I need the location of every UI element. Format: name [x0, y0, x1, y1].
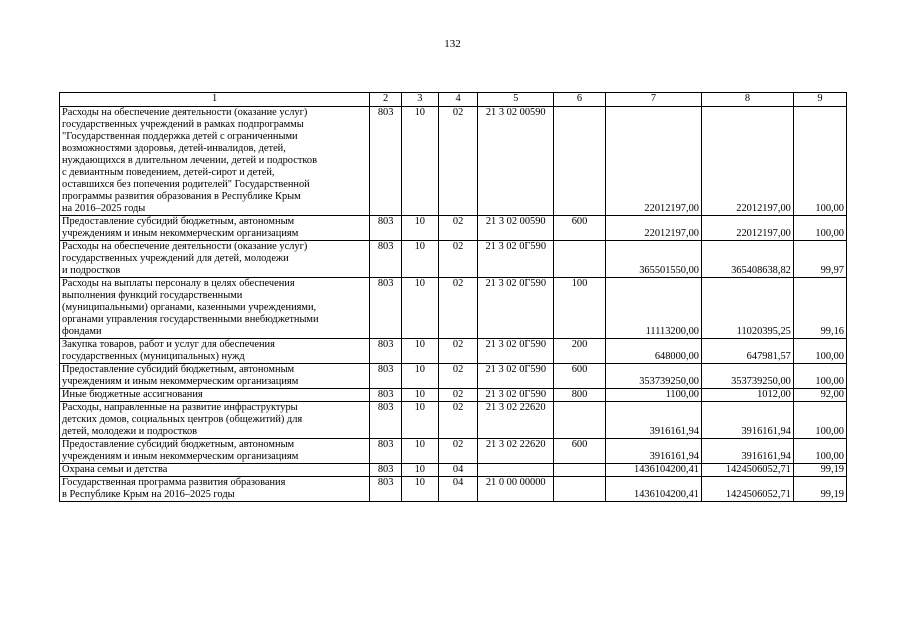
row-name: Закупка товаров, работ и услуг для обеспечения государственных (муниципальных) нужд [60, 339, 370, 364]
executed-amount: 1424506052,71 [701, 464, 793, 477]
row-name: Государственная программа развития образования в Республике Крым на 2016–2025 годы [60, 477, 370, 502]
table-row [60, 477, 847, 502]
planned-amount: 353739250,00 [606, 364, 702, 389]
row-name: Расходы, направленные на развитие инфраструктуры детских домов, социальных центров (общежитий) для детей, молодежи и подростков [60, 402, 370, 439]
section-code: 10 [401, 339, 438, 364]
header-cell: 8 [701, 93, 793, 107]
section-code: 10 [401, 389, 438, 402]
execution-percent: 100,00 [793, 339, 846, 364]
target-article-code [478, 464, 554, 477]
execution-percent: 99,19 [793, 477, 846, 502]
planned-amount: 3916161,94 [606, 402, 702, 439]
header-cell: 4 [438, 93, 478, 107]
subsection-code: 02 [438, 439, 478, 464]
execution-percent: 99,19 [793, 464, 846, 477]
table-row [60, 402, 847, 439]
target-article-code: 21 3 02 00590 [478, 107, 554, 216]
expense-type-code [554, 464, 606, 477]
planned-amount: 1436104200,41 [606, 464, 702, 477]
planned-amount: 22012197,00 [606, 107, 702, 216]
planned-amount: 3916161,94 [606, 439, 702, 464]
subsection-code: 02 [438, 278, 478, 339]
ministry-code: 803 [370, 477, 402, 502]
execution-percent: 92,00 [793, 389, 846, 402]
row-name: Предоставление субсидий бюджетным, автономным учреждениям и иным некоммерческим организациям [60, 439, 370, 464]
ministry-code: 803 [370, 402, 402, 439]
header-cell: 6 [554, 93, 606, 107]
header-cell: 3 [401, 93, 438, 107]
expense-type-code [554, 107, 606, 216]
row-name: Расходы на выплаты персоналу в целях обеспечения выполнения функций государственными (муниципальными) органами, казенными учреждениями, органами управления государственными внебюджетными фондами [60, 278, 370, 339]
execution-percent: 100,00 [793, 364, 846, 389]
execution-percent: 100,00 [793, 402, 846, 439]
ministry-code: 803 [370, 278, 402, 339]
ministry-code: 803 [370, 364, 402, 389]
table-row [60, 389, 847, 402]
header-row [60, 93, 847, 107]
section-code: 10 [401, 477, 438, 502]
target-article-code: 21 3 02 22620 [478, 402, 554, 439]
subsection-code: 02 [438, 402, 478, 439]
section-code: 10 [401, 464, 438, 477]
expense-type-code [554, 402, 606, 439]
table-row [60, 339, 847, 364]
subsection-code: 04 [438, 477, 478, 502]
target-article-code: 21 3 02 22620 [478, 439, 554, 464]
executed-amount: 647981,57 [701, 339, 793, 364]
table-row [60, 464, 847, 477]
subsection-code: 02 [438, 364, 478, 389]
expense-type-code: 600 [554, 439, 606, 464]
header-cell: 1 [60, 93, 370, 107]
executed-amount: 1424506052,71 [701, 477, 793, 502]
section-code: 10 [401, 216, 438, 241]
subsection-code: 02 [438, 339, 478, 364]
header-cell: 9 [793, 93, 846, 107]
expense-type-code: 800 [554, 389, 606, 402]
table-row [60, 216, 847, 241]
target-article-code: 21 3 02 0Г590 [478, 389, 554, 402]
planned-amount: 1100,00 [606, 389, 702, 402]
header-cell: 7 [606, 93, 702, 107]
ministry-code: 803 [370, 339, 402, 364]
planned-amount: 22012197,00 [606, 216, 702, 241]
budget-table [59, 92, 847, 502]
row-name: Предоставление субсидий бюджетным, автономным учреждениям и иным некоммерческим организациям [60, 216, 370, 241]
executed-amount: 353739250,00 [701, 364, 793, 389]
table-row [60, 364, 847, 389]
header-cell: 2 [370, 93, 402, 107]
header-cell: 5 [478, 93, 554, 107]
expense-type-code: 200 [554, 339, 606, 364]
target-article-code: 21 3 02 0Г590 [478, 339, 554, 364]
ministry-code: 803 [370, 439, 402, 464]
expense-type-code: 600 [554, 364, 606, 389]
expense-type-code [554, 477, 606, 502]
executed-amount: 22012197,00 [701, 107, 793, 216]
planned-amount: 1436104200,41 [606, 477, 702, 502]
table-row [60, 439, 847, 464]
expense-type-code: 100 [554, 278, 606, 339]
target-article-code: 21 3 02 0Г590 [478, 364, 554, 389]
ministry-code: 803 [370, 216, 402, 241]
ministry-code: 803 [370, 241, 402, 278]
row-name: Расходы на обеспечение деятельности (оказание услуг) государственных учреждений в рамках подпрограммы "Государственная поддержка детей с ограниченными возможностями здоровья, детей-инвалидов, детей, нуждающихся в длительном лечении, детей и подростков с девиантным поведением, детей-сирот и детей, оставшихся без попечения родителей" Государственной программы развития образования в Республике Крым на 2016–2025 годы [60, 107, 370, 216]
subsection-code: 02 [438, 389, 478, 402]
execution-percent: 100,00 [793, 216, 846, 241]
executed-amount: 3916161,94 [701, 402, 793, 439]
execution-percent: 100,00 [793, 439, 846, 464]
table-row [60, 278, 847, 339]
table-row [60, 107, 847, 216]
section-code: 10 [401, 439, 438, 464]
execution-percent: 99,16 [793, 278, 846, 339]
target-article-code: 21 0 00 00000 [478, 477, 554, 502]
planned-amount: 11113200,00 [606, 278, 702, 339]
row-name: Охрана семьи и детства [60, 464, 370, 477]
executed-amount: 11020395,25 [701, 278, 793, 339]
ministry-code: 803 [370, 389, 402, 402]
target-article-code: 21 3 02 0Г590 [478, 278, 554, 339]
subsection-code: 02 [438, 107, 478, 216]
expense-type-code: 600 [554, 216, 606, 241]
row-name: Иные бюджетные ассигнования [60, 389, 370, 402]
target-article-code: 21 3 02 0Г590 [478, 241, 554, 278]
row-name: Предоставление субсидий бюджетным, автономным учреждениям и иным некоммерческим организациям [60, 364, 370, 389]
planned-amount: 648000,00 [606, 339, 702, 364]
row-name: Расходы на обеспечение деятельности (оказание услуг) государственных учреждений для детей, молодежи и подростков [60, 241, 370, 278]
target-article-code: 21 3 02 00590 [478, 216, 554, 241]
section-code: 10 [401, 107, 438, 216]
table-row [60, 241, 847, 278]
execution-percent: 99,97 [793, 241, 846, 278]
planned-amount: 365501550,00 [606, 241, 702, 278]
execution-percent: 100,00 [793, 107, 846, 216]
executed-amount: 365408638,82 [701, 241, 793, 278]
subsection-code: 02 [438, 216, 478, 241]
section-code: 10 [401, 402, 438, 439]
executed-amount: 22012197,00 [701, 216, 793, 241]
section-code: 10 [401, 364, 438, 389]
ministry-code: 803 [370, 464, 402, 477]
ministry-code: 803 [370, 107, 402, 216]
subsection-code: 02 [438, 241, 478, 278]
section-code: 10 [401, 241, 438, 278]
executed-amount: 1012,00 [701, 389, 793, 402]
subsection-code: 04 [438, 464, 478, 477]
expense-type-code [554, 241, 606, 278]
executed-amount: 3916161,94 [701, 439, 793, 464]
page-number: 132 [444, 38, 461, 50]
section-code: 10 [401, 278, 438, 339]
